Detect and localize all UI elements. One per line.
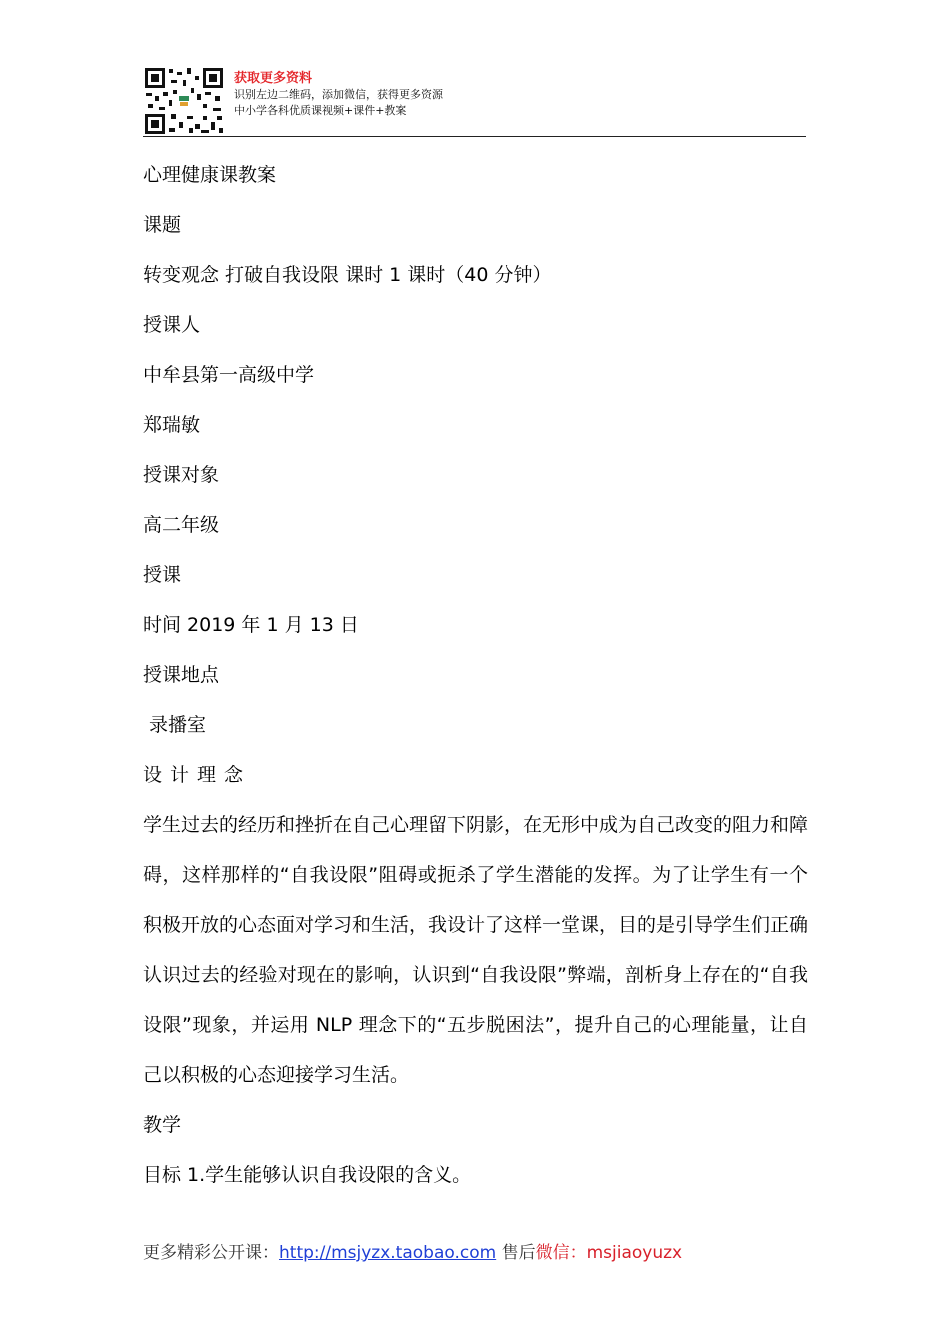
school-name: 中牟县第一高级中学 <box>143 364 315 386</box>
topic-value: 转变观念 打破自我设限 课时 1 课时（40 分钟） <box>143 264 552 286</box>
label-topic: 课题 <box>143 214 182 236</box>
footer-label: 更多精彩公开课： <box>143 1243 279 1263</box>
label-location: 授课地点 <box>143 664 220 686</box>
label-teacher: 授课人 <box>143 314 201 336</box>
page-header <box>143 64 806 137</box>
qr-code-icon <box>143 66 225 136</box>
label-teaching: 教学 <box>143 1114 182 1136</box>
teacher-name: 郑瑞敏 <box>143 414 201 436</box>
document-body <box>143 150 808 1200</box>
label-design-concept: 设计理念 <box>143 764 252 786</box>
audience-value: 高二年级 <box>143 514 220 536</box>
doc-title: 心理健康课教案 <box>143 164 277 186</box>
footer-after-sale: 售后 <box>496 1243 536 1263</box>
header-text <box>234 70 443 119</box>
label-time: 授课 <box>143 564 182 586</box>
label-audience: 授课对象 <box>143 464 220 486</box>
header-title: 获取更多资料 <box>234 71 313 86</box>
design-concept-paragraph: 学生过去的经历和挫折在自己心理留下阴影，在无形中成为自己改变的阻力和障碍，这样那样的“自我设限”阻碍或扼杀了学生潜能的发挥。为了让学生有一个积极开放的心态面对学习和生活，我设计了这样一堂课，目的是引导学生们正确认识过去的经验对现在的影响，认识到“自我设限”弊端，剖析身上存在的“自我设限”现象，并运用 NLP 理念下的“五步脱困法”，提升自己的心理能量，让自己以积极的心态迎接学习生活。 <box>143 814 809 1086</box>
header-line-2: 中小学各科优质课视频+课件+教案 <box>234 104 407 117</box>
footer-wechat-id: msjiaoyuzx <box>586 1243 683 1263</box>
footer-wechat-label: 微信： <box>535 1243 587 1263</box>
time-value: 时间 2019 年 1 月 13 日 <box>143 614 359 636</box>
objective-1: 目标 1.学生能够认识自我设限的含义。 <box>143 1164 472 1186</box>
header-line-1: 识别左边二维码，添加微信，获得更多资源 <box>234 88 443 101</box>
footer-link[interactable]: http://msjyzx.taobao.com <box>279 1243 497 1263</box>
page-footer <box>143 1240 682 1266</box>
location-value: 录播室 <box>143 714 207 736</box>
